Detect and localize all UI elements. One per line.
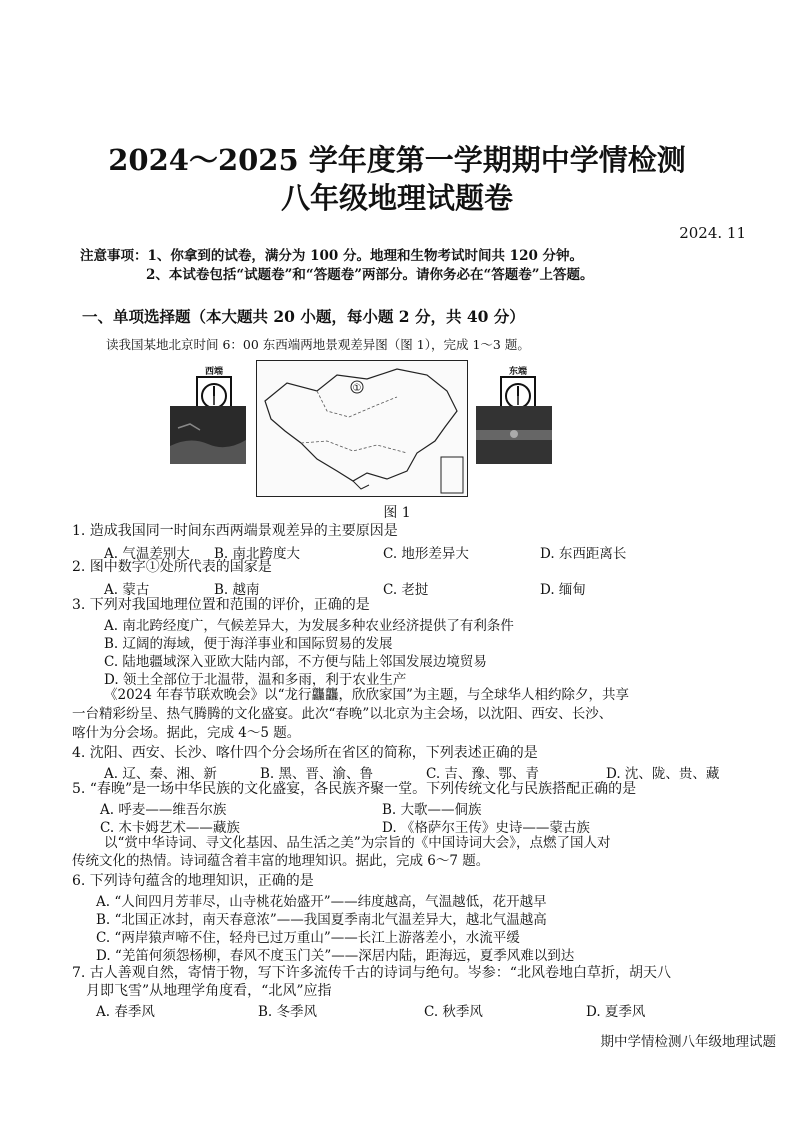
q3-option-a: A. 南北跨经度广，气候差异大，为发展多种农业经济提供了有利条件 [104, 618, 514, 634]
exam-date: 2024. 11 [679, 224, 746, 242]
q5-option-b: B. 大歌——侗族 [382, 802, 482, 818]
west-landscape-photo [170, 406, 246, 464]
figure-1 [0, 360, 794, 500]
landscape-photo-icon [170, 406, 246, 464]
q1-option-c: C. 地形差异大 [383, 546, 469, 562]
notice-line-1: 注意事项：1、你拿到的试卷，满分为 100 分。地理和生物考试时间共 120 分钟。 [80, 248, 584, 264]
east-landscape-photo [476, 406, 552, 464]
page-footer: 期中学情检测八年级地理试题 [600, 1034, 776, 1050]
passage-2-line-2: 传统文化的热情。诗词蕴含着丰富的地理知识。据此，完成 6～7 题。 [72, 853, 490, 869]
q4-option-b: B. 黑、晋、渝、鲁 [260, 766, 374, 782]
exam-title: 2024～2025 学年度第一学期期中学情检测 [108, 143, 686, 177]
exam-subtitle: 八年级地理试题卷 [280, 181, 513, 215]
q7-option-b: B. 冬季风 [258, 1004, 318, 1020]
q1-option-d: D. 东西距离长 [540, 546, 627, 562]
q6-option-a: A. “人间四月芳菲尽，山寺桃花始盛开”——纬度越高，气温越低，花开越早 [96, 894, 547, 910]
q4-option-a: A. 辽、秦、湘、新 [104, 766, 217, 782]
q5-option-a: A. 呼麦——维吾尔族 [100, 802, 227, 818]
q4-option-d: D. 沈、陇、贵、藏 [606, 766, 720, 782]
q3-option-c: C. 陆地疆域深入亚欧大陆内部，不方便与陆上邻国发展边境贸易 [104, 654, 487, 670]
q2-option-d: D. 缅甸 [540, 582, 586, 598]
q7-option-c: C. 秋季风 [424, 1004, 483, 1020]
q6-option-c: C. “两岸猿声啼不住，轻舟已过万重山”——长江上游落差小，水流平缓 [96, 930, 520, 946]
q1-option-a: A. 气温差别大 [104, 546, 190, 562]
q5-option-c: C. 木卡姆艺术——藏族 [100, 820, 240, 836]
q4-option-c: C. 吉、豫、鄂、青 [426, 766, 539, 782]
question-3: 3. 下列对我国地理位置和范围的评价，正确的是 [72, 597, 370, 613]
landscape-photo-icon [476, 406, 552, 464]
notice-block [80, 247, 593, 285]
q5-option-d: D. 《格萨尔王传》史诗——蒙古族 [382, 820, 590, 836]
figure-caption: 图 1 [383, 505, 411, 521]
q7-option-a: A. 春季风 [96, 1004, 155, 1020]
q3-option-d: D. 领土全部位于北温带，温和多雨，利于农业生产 [104, 672, 407, 688]
q6-option-d: D. “羌笛何须怨杨柳，春风不度玉门关”——深居内陆，距海远，夏季风难以到达 [96, 948, 575, 964]
question-5: 5. “春晚”是一场中华民族的文化盛宴，各民族齐聚一堂。下列传统文化与民族搭配正确的是 [72, 781, 637, 797]
q2-option-a: A. 蒙古 [104, 582, 150, 598]
question-6: 6. 下列诗句蕴含的地理知识，正确的是 [72, 873, 314, 889]
question-7-line-2: 月即飞雪”从地理学角度看，“北风”应指 [86, 983, 332, 999]
question-7-line-1: 7. 古人善观自然，寄情于物，写下许多流传千古的诗词与绝句。岑参：“北风卷地白草折，胡天八 [72, 965, 671, 981]
question-4: 4. 沈阳、西安、长沙、喀什四个分会场所在省区的简称，下列表述正确的是 [72, 745, 538, 761]
q2-option-b: B. 越南 [214, 582, 260, 598]
q2-option-c: C. 老挝 [383, 582, 429, 598]
east-label: 东端 [508, 367, 527, 377]
q3-option-b: B. 辽阔的海域，便于海洋事业和国际贸易的发展 [104, 636, 393, 652]
passage-1-line-1: 《2024 年春节联欢晚会》以“龙行龘龘，欣欣家国”为主题，与全球华人相约除夕，共享 [104, 687, 629, 703]
passage-1-line-3: 喀什为分会场。据此，完成 4～5 题。 [72, 725, 301, 741]
q1-option-b: B. 南北跨度大 [214, 546, 301, 562]
passage-2-line-1: 以“赏中华诗词、寻文化基因、品生活之美”为宗旨的《中国诗词大会》，点燃了国人对 [104, 835, 611, 851]
q7-option-d: D. 夏季风 [586, 1004, 646, 1020]
map-outline-icon [257, 361, 467, 496]
question-1: 1. 造成我国同一时间东西两端景观差异的主要原因是 [72, 523, 398, 539]
q6-option-b: B. “北国正冰封，南天春意浓”——我国夏季南北气温差异大，越北气温越高 [96, 912, 547, 928]
section-title: 一、单项选择题（本大题共 20 小题，每小题 2 分，共 40 分） [82, 307, 525, 326]
section-intro: 读我国某地北京时间 6：00 东西端两地景观差异图（图 1），完成 1～3 题。 [106, 337, 530, 352]
china-map [256, 360, 468, 497]
west-label: 西端 [204, 367, 223, 377]
map-marker: ① [352, 383, 362, 394]
notice-line-2: 2、本试卷包括“试题卷”和“答题卷”两部分。请你务必在“答题卷”上答题。 [146, 267, 594, 283]
question-2: 2. 图中数字①处所代表的国家是 [72, 559, 272, 575]
passage-1-line-2: 一台精彩纷呈、热气腾腾的文化盛宴。此次“春晚”以北京为主会场，以沈阳、西安、长沙、 [72, 706, 613, 722]
